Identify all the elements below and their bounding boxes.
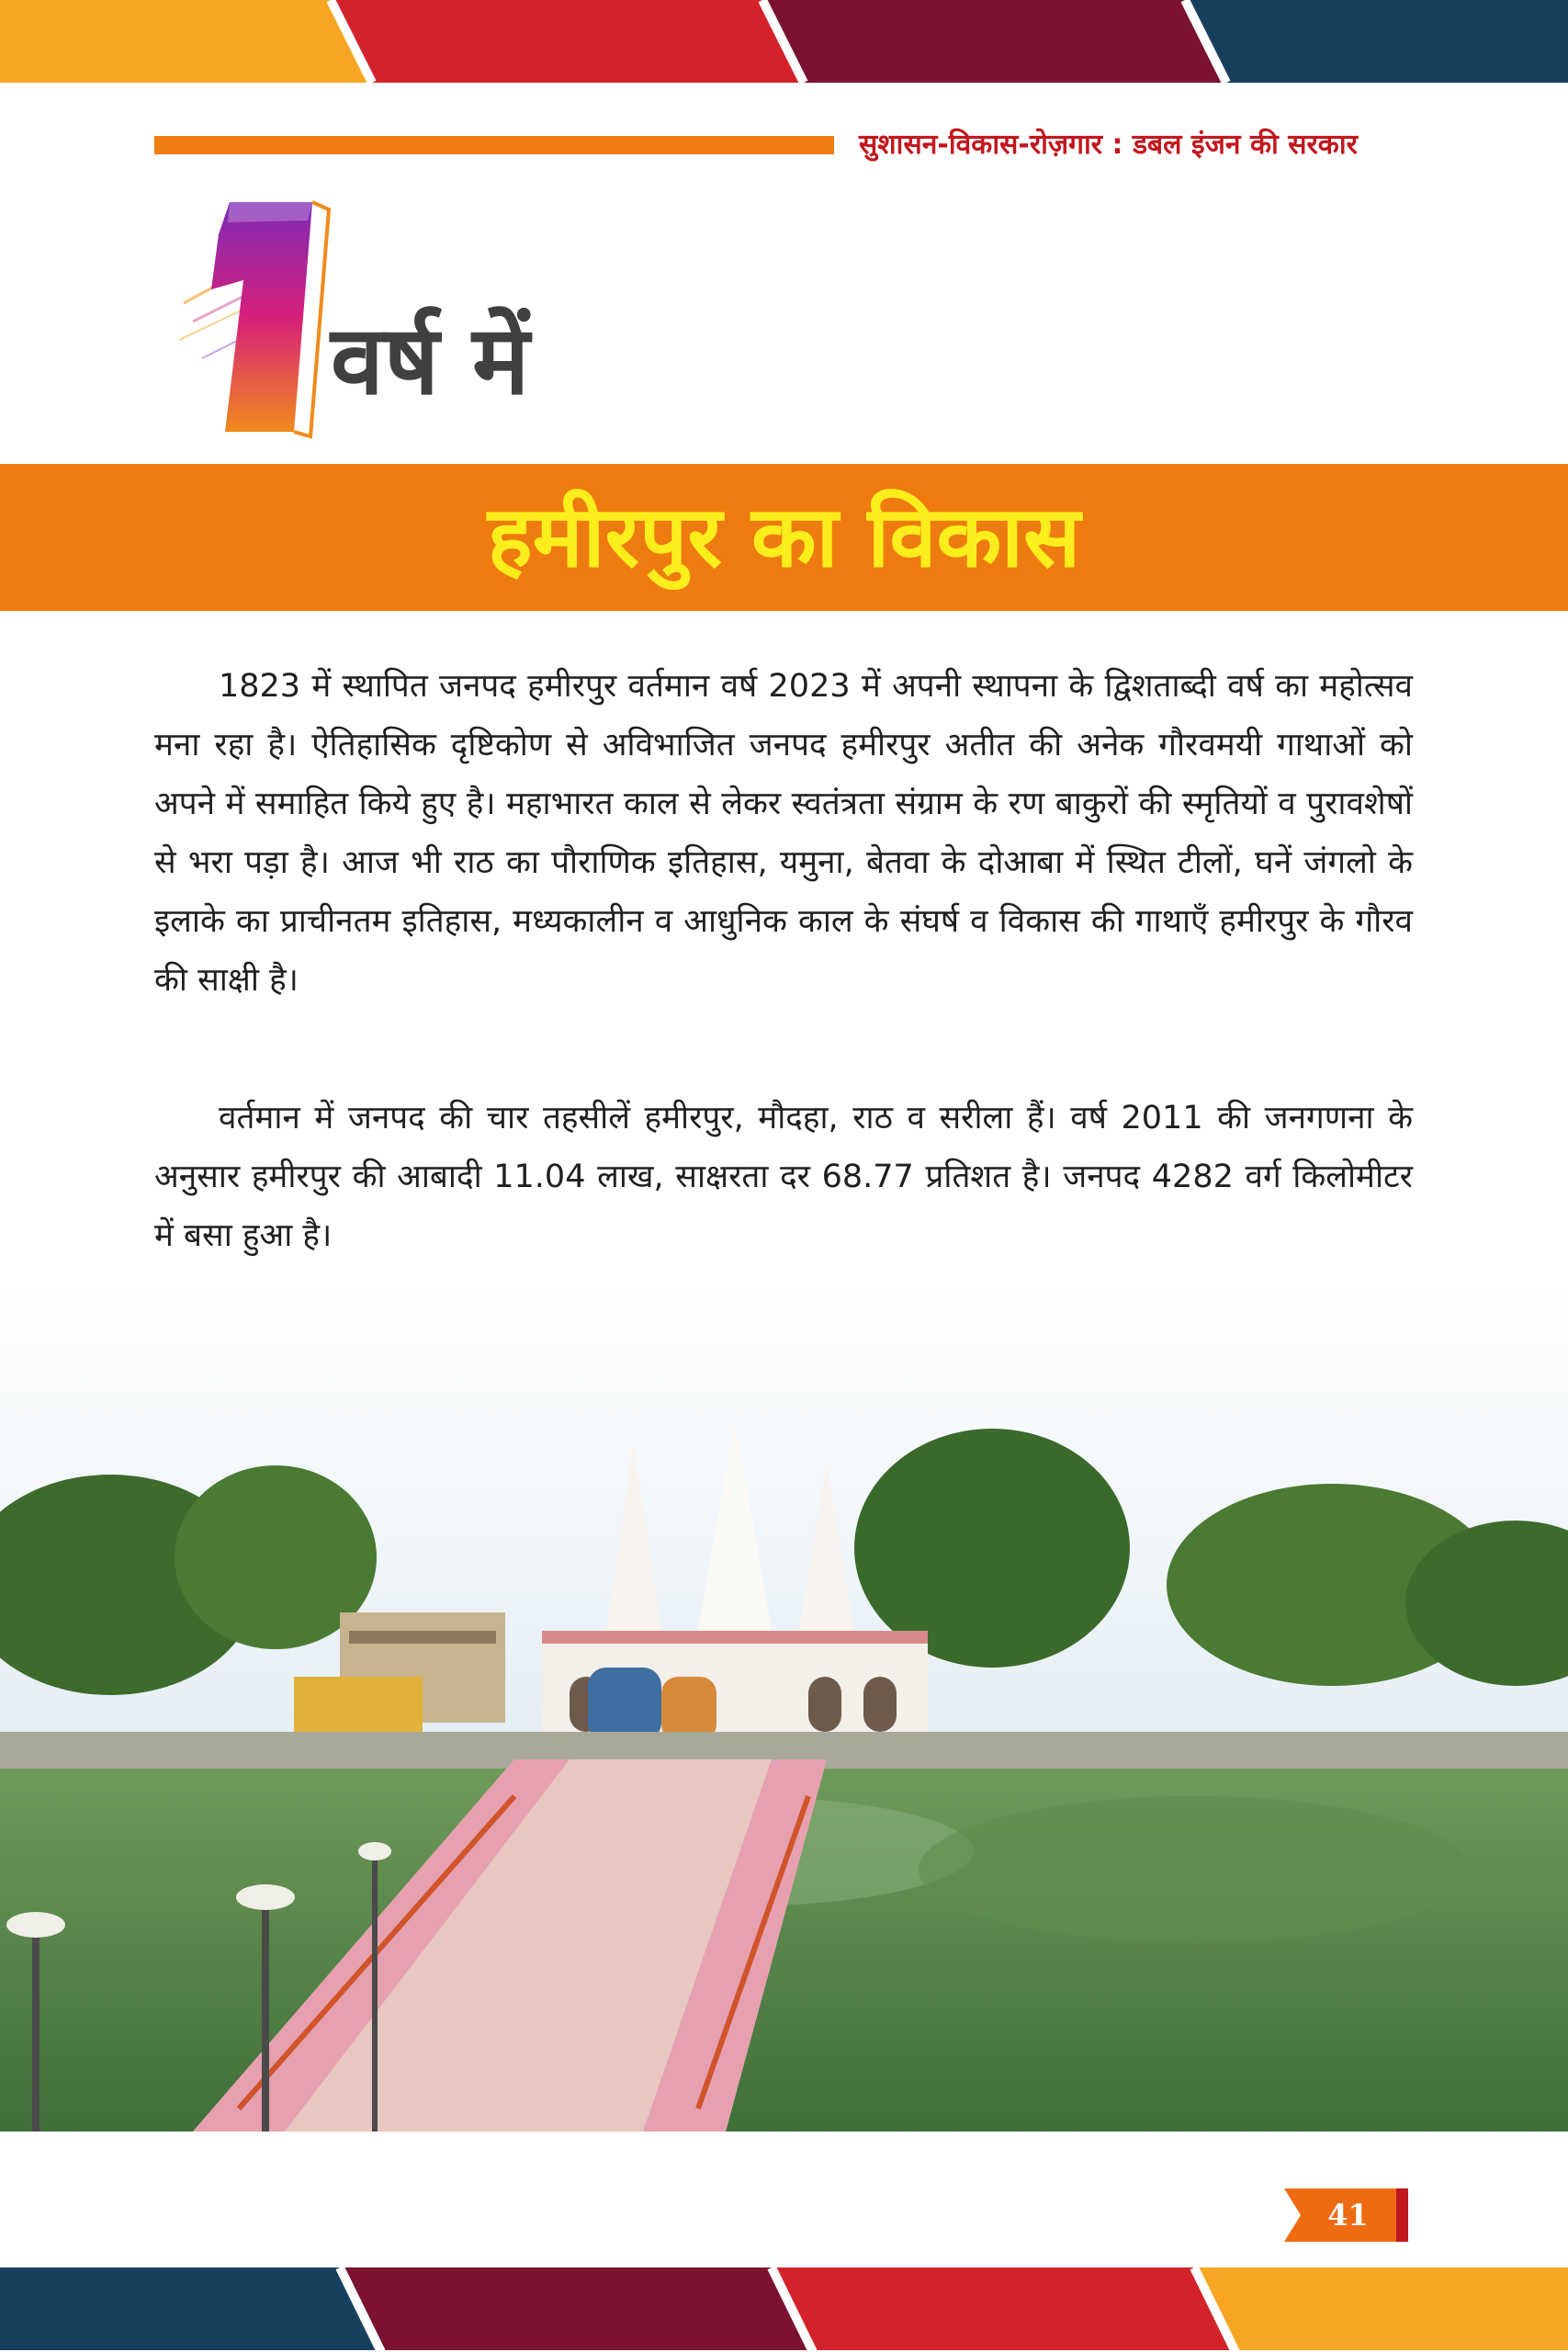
page-number: 41 (1327, 2198, 1369, 2233)
running-header-title: सुशासन-विकास-रोज़गार : डबल इंजन की सरकार (859, 129, 1358, 161)
temple-lake-photo (0, 1282, 1568, 2132)
page-title: हमीरपुर का विकास (487, 488, 1081, 586)
bottom-decorative-band (0, 2267, 1568, 2350)
header-rule (154, 136, 834, 154)
top-decorative-band (0, 0, 1568, 83)
body-paragraph-2: वर्तमान में जनपद की चार तहसीलें हमीरपुर, मौदहा, राठ व सरीला हैं। वर्ष 2011 की जनगणना के अनुसार हमीरपुर की आबादी 11.04 लाख, साक्षरता दर 68.77 प्रतिशत है। जनपद 4282 वर्ग किलोमीटर में बसा हुआ है। (154, 1100, 1413, 1254)
body-paragraph-1: 1823 में स्थापित जनपद हमीरपुर वर्तमान वर्ष 2023 में अपनी स्थापना के द्विशताब्दी वर्ष का महोत्सव मना रहा है। ऐतिहासिक दृष्टिकोण से अविभाजित जनपद हमीरपुर अतीत की अनेक गौरवमयी गाथाओं को अपने में समाहित किये हुए है। महाभारत काल से लेकर स्वतंत्रता संग्राम के रण बाकुरों की स्मृतियों व पुरावशेषों से भरा पड़ा है। आज भी राठ का पौराणिक इतिहास, यमुना, बेतवा के दोआबा में स्थित टीलों, घनें जंगलो के इलाके का प्राचीनतम इतिहास, मध्यकालीन व आधुनिक काल के संघर्ष व विकास की गाथाएँ हमीरपुर के गौरव की साक्षी है। (154, 668, 1413, 999)
hero-suffix: वर्ष में (331, 303, 530, 416)
